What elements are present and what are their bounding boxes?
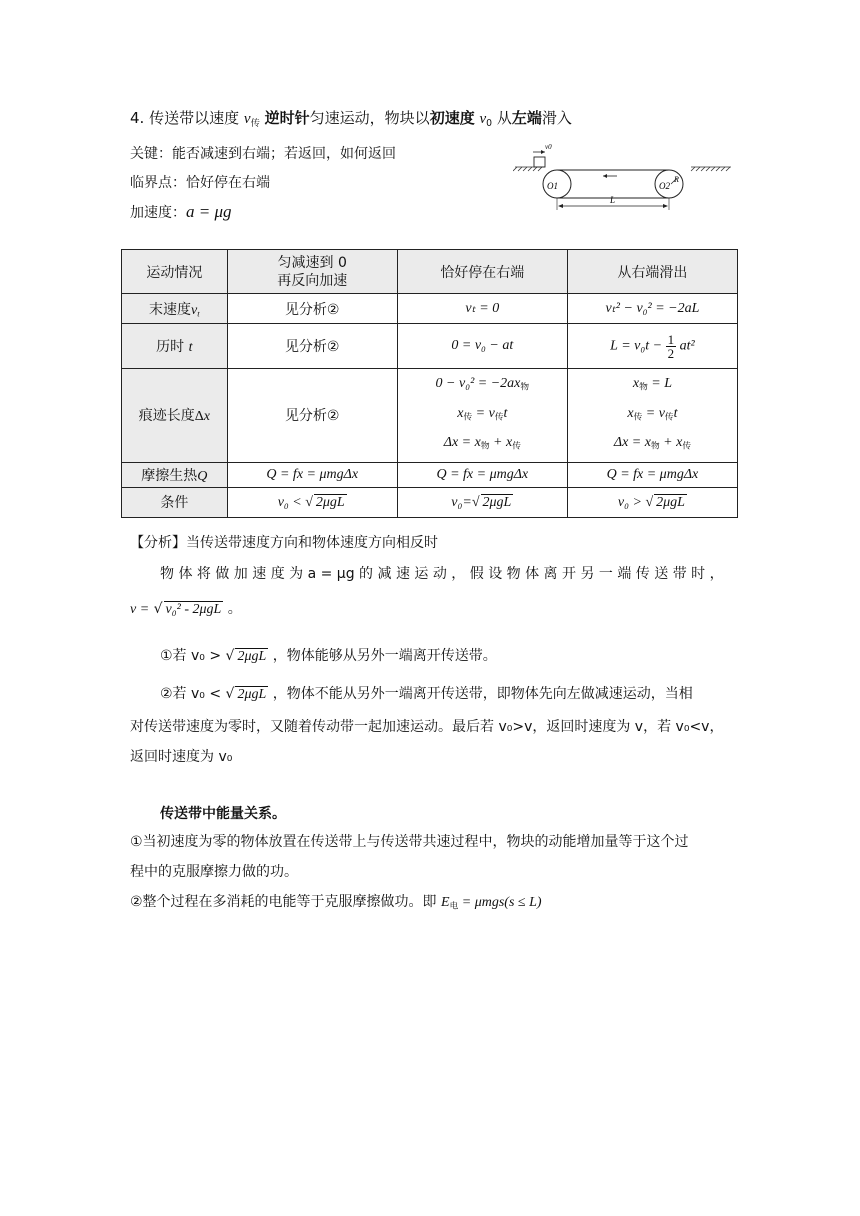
v0-label: v0: [545, 143, 552, 151]
motion-table: [121, 249, 738, 518]
energy-title: 传送带中能量关系。: [160, 806, 286, 822]
cell-trace-stop: $0 - v_0^2 = -2ax_物$ $x_传 = v_传t$ $\Delta x = x_物 + x_传$: [397, 369, 567, 463]
conveyor-belt-diagram: [513, 140, 733, 220]
cell-cond-greater: v₀ > √ 2μgL: [567, 487, 737, 517]
analysis-case2: ②若 v₀ < √ 2μgL ，物体不能从另外一端离开传送带，即物体先向左做减速运动，当相: [160, 686, 693, 702]
l-label: L: [610, 195, 616, 205]
analysis-case1: ①若 v₀ > √ 2μgL ，物体能够从另外一端离开传送带。: [160, 648, 497, 664]
analysis-velocity-eq: v = √ v₀² - 2μgL 。: [130, 601, 242, 617]
block: [534, 157, 545, 167]
row-trace-length: 痕迹长度Δx: [122, 369, 228, 463]
cell-vt-eq: vₜ² − v₀² = −2aL: [567, 294, 737, 324]
section-heading: 4. 传送带以速度 $v_传$ 逆时针匀速运动，物块以初速度 $v_0$ 从左端滑入: [130, 109, 572, 129]
key-point-line: 关键：能否减速到右端；若返回，如何返回: [130, 146, 396, 162]
r-label: R: [674, 175, 679, 184]
header-motion: 运动情况: [122, 250, 228, 294]
cell-heat-3: Q = fx = μmgΔx: [567, 462, 737, 487]
o2-label: O2: [659, 181, 670, 191]
cell-see-analysis: 见分析②: [227, 294, 397, 324]
analysis-case2-line3: 返回时速度为 v₀: [130, 749, 233, 765]
cell-heat-1: Q = fx = μmgΔx: [227, 462, 397, 487]
cell-see-analysis: 见分析②: [227, 324, 397, 369]
o1-label: O1: [547, 181, 558, 191]
energy-item2: ②整个过程在多消耗的电能等于克服摩擦做功。即 $E_电 = \mu mgs(s \le L)$: [130, 894, 542, 912]
cell-distance-eq: L = v₀t − $\frac{1}{2}$ at²: [567, 324, 737, 369]
cell-cond-equal: v₀=√ 2μgL: [397, 487, 567, 517]
cell-cond-less: v₀ < √ 2μgL: [227, 487, 397, 517]
row-time: 历时 t: [122, 324, 228, 369]
energy-item1-line1: ①当初速度为零的物体放置在传送带上与传送带共速过程中，物块的动能增加量等于这个过: [130, 834, 689, 850]
critical-point-line: 临界点：恰好停在右端: [130, 175, 270, 191]
row-condition: 条件: [122, 487, 228, 517]
cell-heat-2: Q = fx = μmgΔx: [397, 462, 567, 487]
header-decel-reverse: 匀减速到 0 再反向加速: [227, 250, 397, 294]
energy-item1-line2: 程中的克服摩擦力做的功。: [130, 864, 298, 880]
cell-vt-zero: vₜ = 0: [397, 294, 567, 324]
header-stop-right: 恰好停在右端: [397, 250, 567, 294]
cell-time-eq: 0 = v₀ − at: [397, 324, 567, 369]
acceleration-line: 加速度：a = μg: [130, 202, 232, 221]
analysis-case2-line2: 对传送带速度为零时，又随着传动带一起加速运动。最后若 v₀>v，返回时速度为 v，若 v₀<v，: [130, 719, 724, 735]
header-slide-out: 从右端滑出: [567, 250, 737, 294]
analysis-title: 【分析】当传送带速度方向和物体速度方向相反时: [130, 535, 438, 551]
cell-trace-slide: $x_物 = L$ $x_传 = v_传t$ $\Delta x = x_物 + x_传$: [567, 369, 737, 463]
row-final-velocity: 末速度$v_t$: [122, 294, 228, 324]
cell-see-analysis: 见分析②: [227, 369, 397, 463]
analysis-line1: 物 体 将 做 加 速 度 为 a = μg 的 减 速 运 动 ， 假 设 物 体 离 开 另 一 端 传 送 带 时 ，: [160, 566, 724, 582]
row-heat: 摩擦生热Q: [122, 462, 228, 487]
